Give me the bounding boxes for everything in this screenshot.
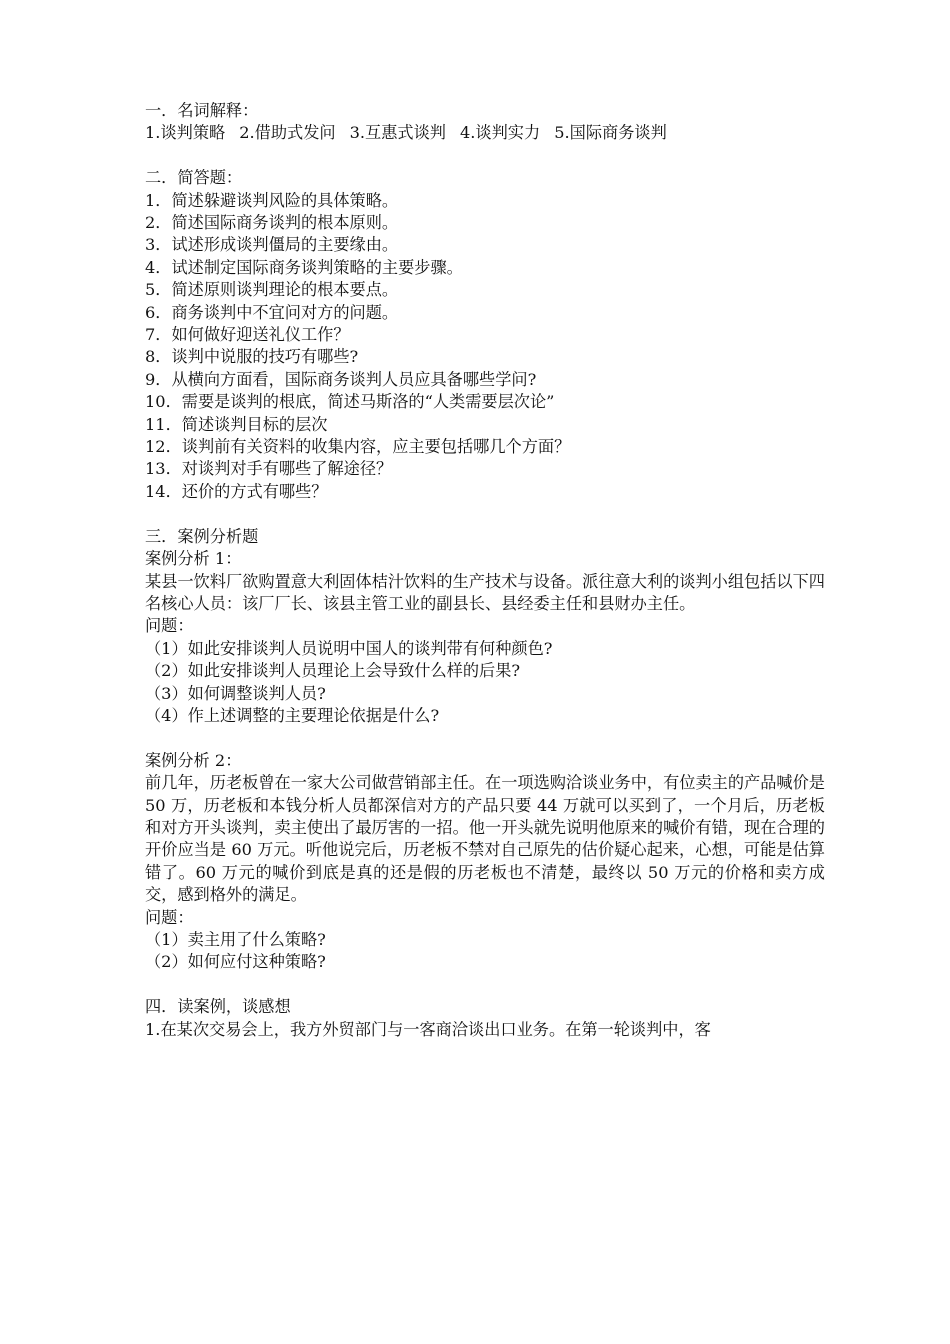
- case2-question: （1）卖主用了什么策略?: [145, 929, 326, 949]
- question-item: 3．试述形成谈判僵局的主要缘由。: [145, 235, 399, 255]
- question-item: 1．简述躲避谈判风险的具体策略。: [145, 190, 399, 210]
- question-item: 5．简述原则谈判理论的根本要点。: [145, 280, 399, 300]
- case1-question-label: 问题：: [145, 616, 194, 636]
- term-item: 1.谈判策略: [145, 123, 226, 143]
- term-item: 2.借助式发问: [239, 123, 336, 143]
- term-item: 5.国际商务谈判: [554, 123, 667, 143]
- section4-heading: 四．读案例，谈感想: [145, 997, 291, 1017]
- question-item: 7．如何做好迎送礼仪工作？: [145, 325, 350, 345]
- case1-title: 案例分析 1：: [145, 549, 242, 569]
- question-item: 10．需要是谈判的根底，简述马斯洛的“人类需要层次论”: [145, 392, 555, 412]
- document-page: [145, 100, 825, 1041]
- question-item: 12．谈判前有关资料的收集内容，应主要包括哪几个方面？: [145, 437, 571, 457]
- case1-question: （2）如此安排谈判人员理论上会导致什么样的后果?: [145, 661, 521, 681]
- section1-heading: 一．名词解释：: [145, 101, 259, 120]
- question-item: 11．简述谈判目标的层次: [145, 414, 328, 434]
- question-item: 2．简述国际商务谈判的根本原则。: [145, 213, 399, 233]
- question-item: 13．对谈判对手有哪些了解途径？: [145, 459, 393, 479]
- case1-question: （4）作上述调整的主要理论依据是什么?: [145, 705, 440, 725]
- section4-body: 1.在某次交易会上，我方外贸部门与一客商洽谈出口业务。在第一轮谈判中，客: [145, 1019, 711, 1039]
- section3-heading: 三．案例分析题: [145, 526, 259, 546]
- case1-body: 某县一饮料厂欲购置意大利固体桔汁饮料的生产技术与设备。派往意大利的谈判小组包括以下四名核心人员：该厂厂长、该县主管工业的副县长、县经委主任和县财办主任。: [145, 571, 825, 613]
- term-item: 3.互惠式谈判: [349, 123, 446, 143]
- case2-question-label: 问题：: [145, 907, 194, 927]
- term-list: [145, 122, 825, 144]
- question-item: 9．从横向方面看，国际商务谈判人员应具备哪些学问?: [145, 369, 537, 389]
- question-item: 6．商务谈判中不宜问对方的问题。: [145, 302, 399, 322]
- question-item: 14．还价的方式有哪些？: [145, 481, 328, 501]
- question-item: 4．试述制定国际商务谈判策略的主要步骤。: [145, 257, 463, 277]
- case2-question: （2）如何应付这种策略?: [145, 952, 326, 972]
- case2-body: 前几年，历老板曾在一家大公司做营销部主任。在一项选购洽谈业务中，有位卖主的产品喊价是 50 万，历老板和本钱分析人员都深信对方的产品只要 44 万就可以买到了，一个月后，历老板和对方开头谈判，卖主使出了最厉害的一招。他一开头就先说明他原来的喊价有错，现在合理的开价应当是 60 万元。听他说完后，历老板不禁对自己原先的估价疑心起来，心想，可能是估算错了。60 万元的喊价到底是真的还是假的历老板也不清楚，最终以 50 万元的价格和卖方成交，感到格外的满足。: [145, 773, 825, 905]
- question-item: 8．谈判中说服的技巧有哪些?: [145, 347, 359, 367]
- term-item: 4.谈判实力: [459, 123, 541, 143]
- case2-title: 案例分析 2：: [145, 750, 242, 770]
- case1-question: （1）如此安排谈判人员说明中国人的谈判带有何种颜色?: [145, 638, 553, 658]
- section2-heading: 二．简答题：: [145, 168, 243, 188]
- case1-question: （3）如何调整谈判人员?: [145, 683, 326, 703]
